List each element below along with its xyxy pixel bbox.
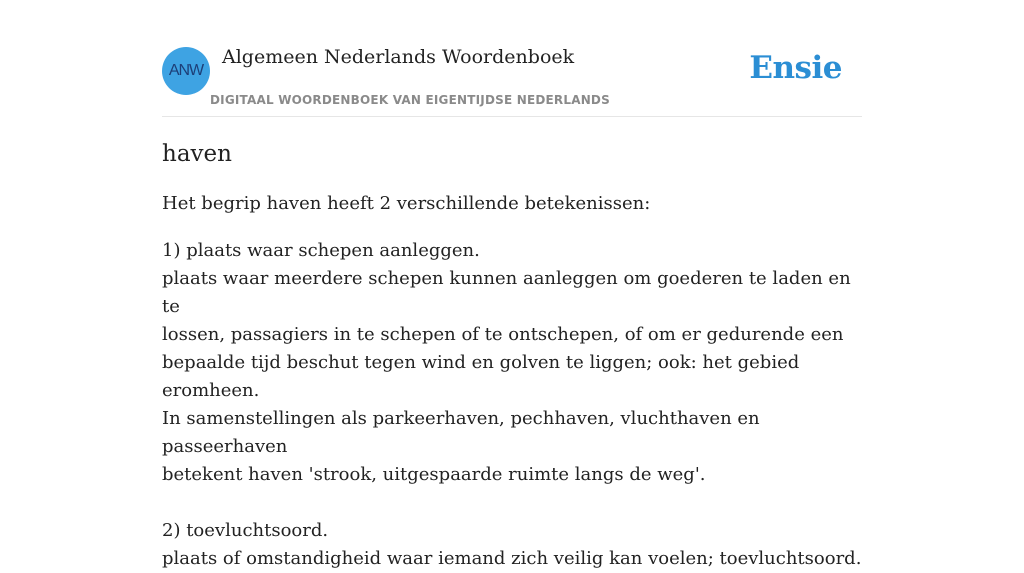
- dictionary-title[interactable]: Algemeen Nederlands Woordenboek: [222, 46, 575, 68]
- entry-intro: Het begrip haven heeft 2 verschillende betekenissen:: [162, 193, 651, 214]
- meaning-line: In samenstellingen als parkeerhaven, pechhaven, vluchthaven en passeerhaven: [162, 408, 760, 457]
- meaning-heading: 1) plaats waar schepen aanleggen.: [162, 240, 480, 261]
- meaning-line: bepaalde tijd beschut tegen wind en golven te liggen; ook: het gebied eromheen.: [162, 352, 800, 401]
- meaning-line: plaats waar meerdere schepen kunnen aanleggen om goederen te laden en te: [162, 268, 851, 317]
- meaning-line: plaats of omstandigheid waar iemand zich veilig kan voelen; toevluchtsoord.: [162, 548, 862, 569]
- meaning-line: betekent haven 'strook, uitgespaarde ruimte langs de weg'.: [162, 464, 706, 485]
- meaning-heading: 2) toevluchtsoord.: [162, 520, 329, 541]
- dictionary-subtitle: DIGITAAL WOORDENBOEK VAN EIGENTIJDSE NEDERLANDS: [210, 93, 610, 107]
- ensie-brand-logo[interactable]: Ensie: [749, 50, 842, 86]
- site-header: [162, 40, 862, 117]
- meaning-spacer: [162, 489, 862, 517]
- meaning-1: [162, 237, 862, 489]
- meaning-line: lossen, passagiers in te schepen of te ontschepen, of om er gedurende een: [162, 324, 844, 345]
- entry-word: haven: [162, 141, 232, 167]
- meaning-2: [162, 517, 862, 573]
- entry-content: [162, 138, 862, 573]
- anw-logo[interactable]: ANW: [162, 47, 210, 95]
